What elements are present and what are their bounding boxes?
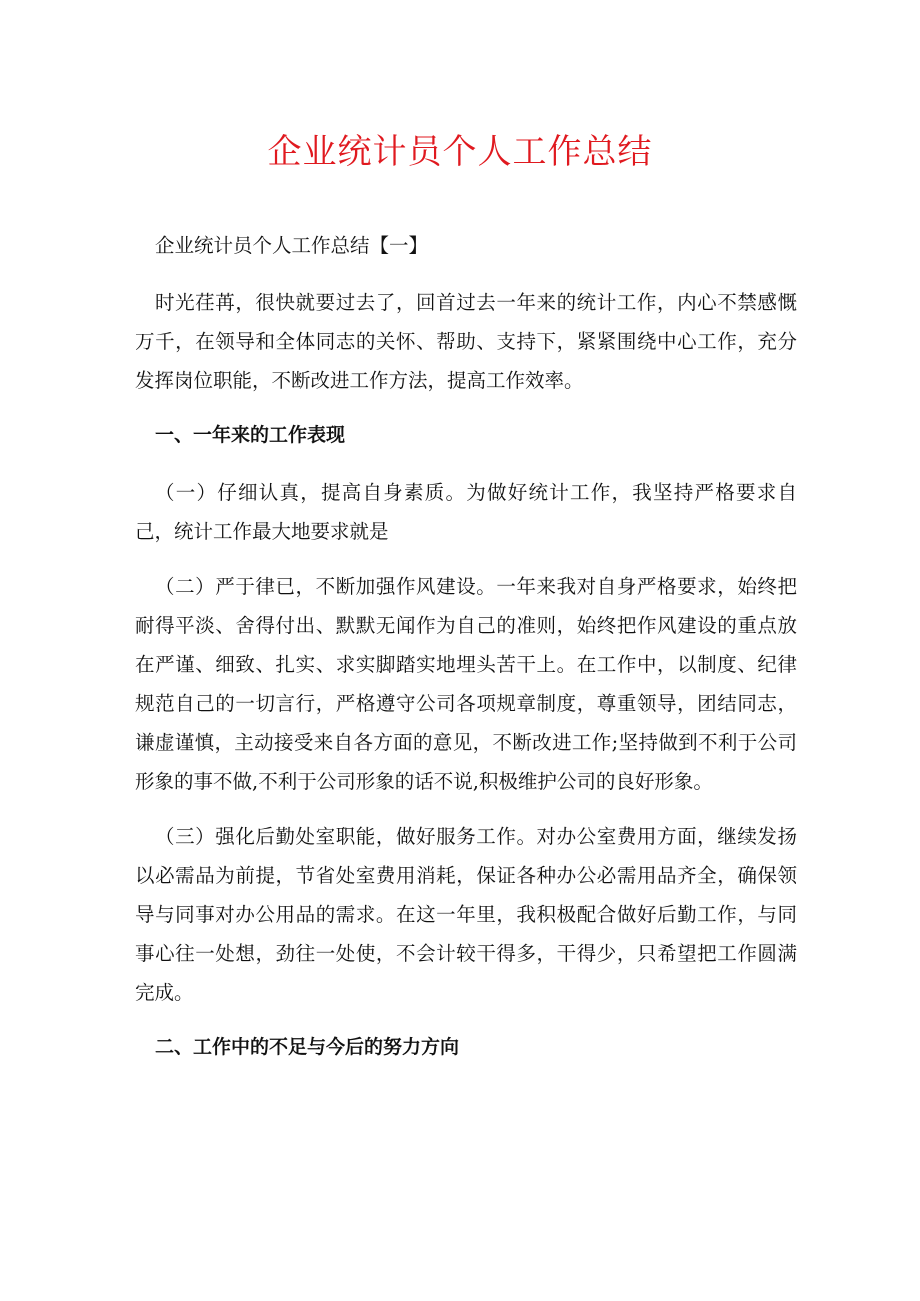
document-title: 企业统计员个人工作总结 bbox=[267, 132, 653, 172]
document-subtitle: 企业统计员个人工作总结【一】 bbox=[155, 234, 429, 257]
section-1-heading: 一、一年来的工作表现 bbox=[155, 424, 346, 446]
intro-paragraph: 时光荏苒，很快就要过去了，回首过去一年来的统计工作，内心不禁感慨万千，在领导和全体同志的关怀、帮助、支持下，紧紧围绕中心工作，充分发挥岗位职能，不断改进工作方法，提高工作效率。 bbox=[135, 291, 797, 392]
document-body bbox=[135, 226, 797, 1085]
section-1-item-3: （三）强化后勤处室职能，做好服务工作。对办公室费用方面，继续发扬以必需品为前提，节省处室费用消耗，保证各种办公必需用品齐全，确保领导与同事对办公用品的需求。在这一年里，我积极配合做好后勤工作，与同事心往一处想，劲往一处使，不会计较干得多，干得少，只希望把工作圆满完成。 bbox=[135, 825, 797, 1004]
section-1-item-2: （二）严于律已，不断加强作风建设。一年来我对自身严格要求，始终把耐得平淡、舍得付出、默默无闻作为自己的准则，始终把作风建设的重点放在严谨、细致、扎实、求实脚踏实地埋头苦干上。在工作中，以制度、纪律规范自己的一切言行，严格遵守公司各项规章制度，尊重领导，团结同志，谦虚谨慎，主动接受来自各方面的意见，不断改进工作;坚持做到不利于公司形象的事不做,不利于公司形象的话不说,积极维护公司的良好形象。 bbox=[135, 575, 797, 793]
section-2-heading: 二、工作中的不足与今后的努力方向 bbox=[155, 1036, 460, 1058]
section-1-item-1: （一）仔细认真，提高自身素质。为做好统计工作，我坚持严格要求自己，统计工作最大地要求就是 bbox=[135, 481, 797, 543]
